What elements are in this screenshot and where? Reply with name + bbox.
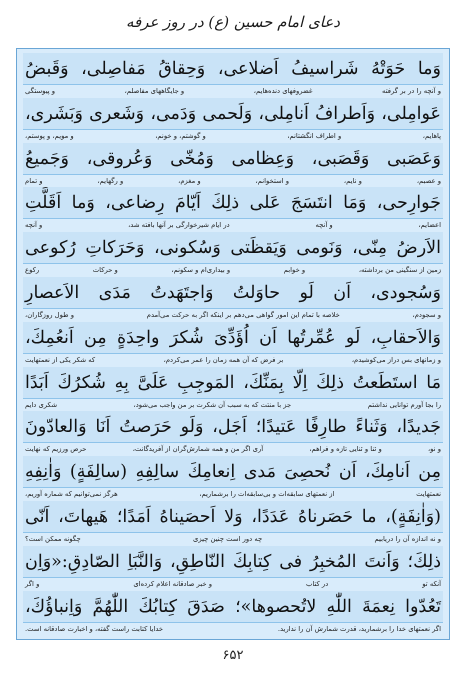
translation-segment: و پیوستگی (25, 87, 56, 95)
translation-segment: غضروفهای دنده‌هایم، (253, 87, 313, 95)
translation-segment: و تمام (25, 176, 43, 185)
translation-segment: و استخوانم، (255, 176, 290, 185)
translation-segment: آری اگر من و همه شمارش‌گران از آفریدگانت، (132, 445, 264, 454)
arabic-verse-line: وَما حَوَتْهُ شَراسيفُ اَضلاعى، وَحِقاقُ مَفاصِلى، وَقَبضُ (23, 53, 443, 85)
translation-line (23, 399, 443, 411)
translation-segment: از نعمتهای سابقه‌ات و بی‌سابقه‌ات را برشماریم، (199, 490, 335, 499)
translation-line (23, 488, 443, 500)
translation-segment: بر فرض که آن همه زمان را عمر می‌کردم، (163, 355, 284, 364)
translation-segment: و عصبم، (416, 176, 441, 185)
translation-segment: که شکر یکی از نعمتهایت (25, 355, 96, 364)
translation-segment: جز با منتت که به سبب آن شکرت بر من واجب می‌شود، (133, 400, 292, 409)
translation-segment: و رگهایم، (97, 176, 124, 185)
verse-row (23, 98, 443, 143)
translation-line (23, 443, 443, 455)
translation-segment: آنکه تو (422, 579, 441, 588)
translation-segment: و بیداری‌ام و سکونم، (171, 266, 231, 275)
translation-segment: و خوابم (283, 266, 306, 275)
translation-line (23, 130, 443, 142)
verse-list (23, 53, 443, 635)
arabic-verse-line: وَعَصَبى وَقَصَبى، وَعِظامى وَمُخّى وَعُروقى، وَجَميعُ (23, 143, 443, 175)
translation-line (23, 219, 443, 231)
translation-segment: و ثنا و ثنایی تازه و فراهم، (309, 445, 382, 454)
translation-line (23, 175, 443, 187)
translation-segment: خدایا کتابت راست گفته، و اخبارت صادقانه است. (25, 624, 164, 633)
translation-segment: چه دور است چنین چیزی (193, 534, 263, 543)
arabic-verse-line: جَوارِحى، وَمَا انتَسَجَ عَلى ذلِكَ اَيّامَ رِضاعى، وَما اَقَلَّتِ (23, 187, 443, 219)
translation-segment: و مویم، و پوستم، (25, 131, 74, 140)
translation-segment: هرگز نمی‌توانیم که شماره آوریم، (25, 490, 118, 499)
verse-row (23, 501, 443, 546)
translation-segment: و زمانهای بس دراز می‌کوشیدم، (351, 355, 441, 364)
verse-row (23, 53, 443, 98)
translation-segment: چگونه ممکن است؟ (25, 534, 81, 543)
arabic-verse-line: (وَاٰنِفَةٍ)، ما حَصَرناهُ عَدَدًا، وَلا اَحصَيناهُ اَمَدًا؛ هَيهاتَ، اَنّى (23, 501, 443, 533)
verse-row (23, 591, 443, 636)
translation-segment: و سجودم، (412, 310, 441, 319)
translation-line (23, 578, 443, 590)
verse-row (23, 411, 443, 456)
translation-segment: شکری دایم (25, 400, 58, 409)
verse-row (23, 367, 443, 412)
verse-row (23, 143, 443, 188)
translation-segment: و آنچه (315, 221, 333, 230)
translation-segment: رکوع (25, 266, 40, 275)
verse-row (23, 232, 443, 277)
translation-segment: اعضایم، (418, 221, 441, 230)
translation-segment: و نه اندازه آن را دریابیم (374, 534, 441, 543)
translation-segment: و جایگاههای مفاصلم، (124, 87, 185, 95)
translation-segment: نعمتهایت (416, 490, 441, 499)
translation-segment: و گوشتم، و خونم، (155, 131, 206, 140)
translation-line (23, 85, 443, 97)
translation-segment: و نایم، (343, 176, 362, 185)
translation-segment: و آنچه را در بر گرفته (382, 87, 441, 95)
page-number: ۶۵۲ (222, 648, 244, 663)
arabic-verse-line: ذلِكَ؛ وَاَنتَ المُخبِرُ فى كِتابِكَ النّاطِقِ، وَالنَّبَاِ الصّادِقِ:«وَاِن (23, 546, 443, 578)
translation-segment: و مغزم، (178, 176, 201, 185)
translation-segment: اگر نعمتهای خدا را برشمارید، قدرت شمارش آن را ندارید. (277, 624, 441, 633)
arabic-verse-line: جَديدًا، وَثَناءً طارِفًا عَتيدًا؛ اَجَل، وَلَو حَرَصتُ اَنَا وَالعادّونَ (23, 411, 443, 443)
translation-segment: در کتاب (306, 579, 329, 588)
translation-segment: و اطراف انگشتانم، (287, 131, 342, 140)
page-header (0, 12, 466, 42)
text-frame (16, 48, 450, 640)
arabic-verse-line: وَسُجودى، اَن لَو حاوَلتُ وَاجتَهَدتُ مَدَى الاَعصارِ (23, 277, 443, 309)
translation-segment: خلاصه با تمام این امور گواهی می‌دهم بر اینکه اگر به حرکت می‌آمدم (146, 310, 340, 319)
arabic-verse-line: مِن اَنامِكَ، اَن نُحصِىَ مَدى اِنعامِكَ سالِفِهِ (سالِفَةٍ) وَاٰنِفِهِ (23, 456, 443, 488)
translation-line (23, 309, 443, 321)
translation-segment: در ایام شیرخوارگی بر آنها بافته شد، (128, 221, 230, 230)
translation-segment: و آنچه (25, 221, 43, 230)
translation-segment: حرص ورزیم که نهایت (25, 445, 87, 454)
translation-segment: زمین از سنگینی من برداشته، (358, 266, 441, 275)
translation-segment: و اگر (25, 579, 40, 588)
translation-segment: پاهایم، (422, 131, 441, 140)
page-title: دعای امام حسین (ع) در روز عرفه (126, 13, 340, 31)
arabic-verse-line: الاَرضُ مِنّى، وَنَومى وَيَقظَتى وَسُكونى، وَحَرَكاتِ رُكوعى (23, 232, 443, 264)
verse-row (23, 546, 443, 591)
verse-row (23, 456, 443, 501)
translation-segment: و خبر صادقانه اعلام کرده‌ای (133, 579, 213, 588)
verse-row (23, 187, 443, 232)
translation-segment: و حرکات (92, 266, 118, 275)
verse-row (23, 277, 443, 322)
arabic-verse-line: تَعُدّوا نِعمَةَ اللّٰهِ لاتُحصوها»؛ صَدَقَ كِتابُكَ اللّٰهُمَّ وَاِنباؤُكَ، (23, 591, 443, 623)
arabic-verse-line: مَا استَطَعتُ ذلِكَ اِلّا بِمَنِّكَ، المَوجِبِ عَلَىَّ بِهِ شُكرُكَ اَبَدًا (23, 367, 443, 399)
translation-line (23, 533, 443, 545)
translation-segment: و نو، (427, 445, 441, 454)
arabic-verse-line: وَالاَحقابِ، لَو عُمِّرتُها اَن اُؤَدِّىَ شُكرَ واحِدَةٍ مِن اَنعُمِكَ، (23, 322, 443, 354)
translation-line (23, 623, 443, 635)
translation-line (23, 264, 443, 276)
translation-line (23, 354, 443, 366)
arabic-verse-line: عَوامِلى، وَاَطرافُ اَنامِلى، وَلَحمى وَدَمى، وَشَعرى وَبَشَرى، (23, 98, 443, 130)
verse-row (23, 322, 443, 367)
translation-segment: را بجا آورم توانایی نداشتم (367, 400, 441, 409)
translation-segment: و طول روزگاران، (25, 310, 74, 319)
